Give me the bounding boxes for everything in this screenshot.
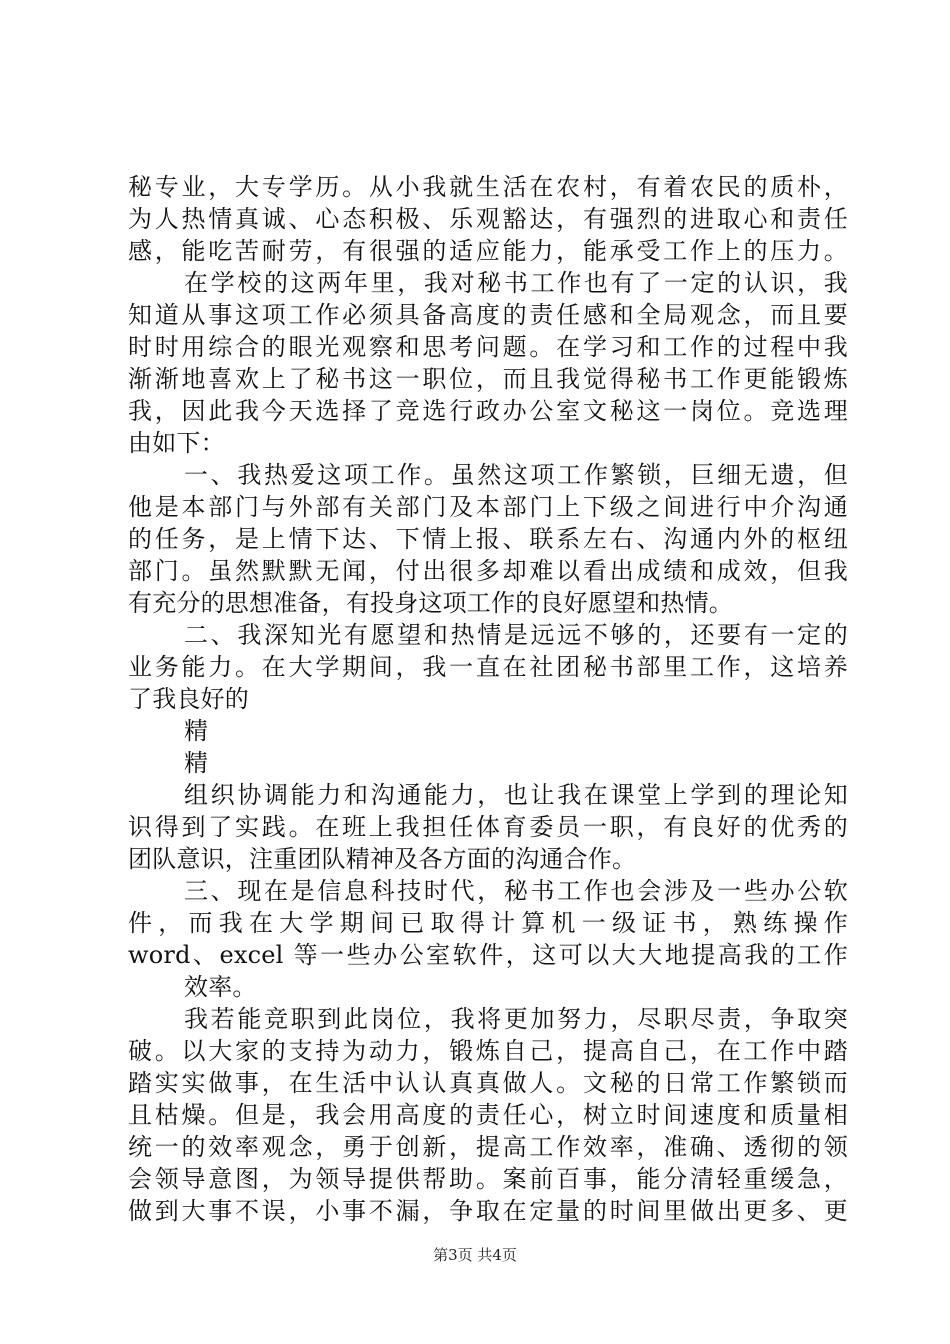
text-line: 识得到了实践。在班上我担任体育委员一职，有良好的优秀的 — [128, 813, 848, 841]
text-line: 三、现在是信息科技时代，秘书工作也会涉及一些办公软 — [184, 877, 848, 905]
text-line: 踏实实做事，在生活中认认真真做人。文秘的日常工作繁锁而 — [128, 1069, 848, 1097]
text-line: 的任务，是上情下达、下情上报、联系左右、沟通内外的枢纽 — [128, 525, 848, 553]
document-body — [128, 171, 848, 1227]
text-line: 且枯燥。但是，我会用高度的责任心，树立时间速度和质量相 — [128, 1101, 848, 1129]
text-line: 团队意识，注重团队精神及各方面的沟通合作。 — [128, 845, 637, 873]
text-line: 为人热情真诚、心态积极、乐观豁达，有强烈的进取心和责任 — [128, 205, 848, 233]
text-line: 秘专业，大专学历。从小我就生活在农村，有着农民的质朴， — [128, 173, 848, 201]
text-line: word、excel 等一些办公室软件，这可以大大地提高我的工作 — [128, 941, 848, 969]
text-line: 会领导意图，为领导提供帮助。案前百事，能分清轻重缓急， — [128, 1165, 848, 1193]
text-line: 效率。 — [184, 973, 257, 1001]
text-line: 知道从事这项工作必须具备高度的责任感和全局观念，而且要 — [128, 301, 848, 329]
text-line: 业务能力。在大学期间，我一直在社团秘书部里工作，这培养 — [128, 653, 848, 681]
text-line: 破。以大家的支持为动力，锻炼自己，提高自己，在工作中踏 — [128, 1037, 848, 1065]
text-line: 我若能竞职到此岗位，我将更加努力，尽职尽责，争取突 — [184, 1005, 848, 1033]
text-line: 感，能吃苦耐劳，有很强的适应能力，能承受工作上的压力。 — [128, 237, 848, 265]
text-line: 在学校的这两年里，我对秘书工作也有了一定的认识，我 — [184, 269, 848, 297]
text-line: 了我良好的 — [128, 685, 249, 713]
text-line: 有充分的思想准备，有投身这项工作的良好愿望和热情。 — [128, 589, 733, 617]
text-line: 统一的效率观念，勇于创新，提高工作效率，准确、透彻的领 — [128, 1133, 848, 1161]
text-line: 做到大事不误，小事不漏，争取在定量的时间里做出更多、更 — [128, 1197, 848, 1225]
text-line: 由如下： — [128, 429, 225, 457]
text-line: 一、我热爱这项工作。虽然这项工作繁锁，巨细无遗，但 — [184, 461, 848, 489]
text-line: 二、我深知光有愿望和热情是远远不够的，还要有一定的 — [184, 621, 848, 649]
text-line: 我，因此我今天选择了竞选行政办公室文秘这一岗位。竞选理 — [128, 397, 848, 425]
text-line: 精 — [184, 749, 209, 777]
page-number-footer: 第3页 共4页 — [433, 1246, 517, 1264]
text-line: 精 — [184, 717, 209, 745]
text-line: 他是本部门与外部有关部门及本部门上下级之间进行中介沟通 — [128, 493, 848, 521]
text-line: 时时用综合的眼光观察和思考问题。在学习和工作的过程中我 — [128, 333, 848, 361]
text-line: 组织协调能力和沟通能力，也让我在课堂上学到的理论知 — [184, 781, 848, 809]
text-line: 件，而我在大学期间已取得计算机一级证书，熟练操作 — [128, 909, 848, 937]
text-line: 渐渐地喜欢上了秘书这一职位，而且我觉得秘书工作更能锻炼 — [128, 365, 848, 393]
text-line: 部门。虽然默默无闻，付出很多却难以看出成绩和成效，但我 — [128, 557, 848, 585]
